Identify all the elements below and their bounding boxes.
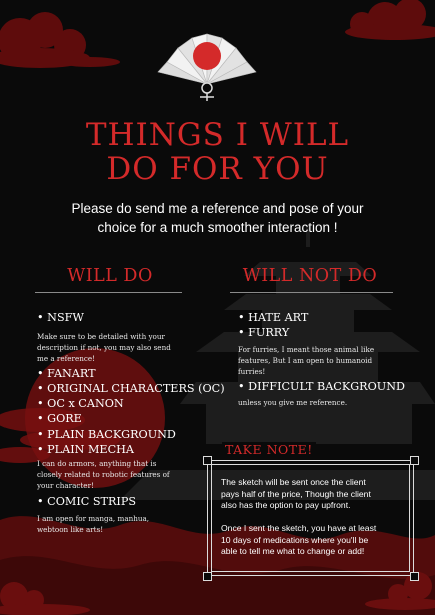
list-item-hate-art: • HATE ART: [238, 311, 309, 324]
mecha-note: [37, 458, 183, 491]
subtitle-line-1: Please do send me a reference and pose of your: [71, 201, 364, 216]
comic-note: [37, 513, 177, 535]
list-item-comic-strips: • COMIC STRIPS: [37, 495, 137, 508]
list-item-plain-background: • PLAIN BACKGROUND: [37, 428, 176, 441]
list-item-nsfw: • NSFW: [37, 311, 84, 324]
list-item-plain-mecha: • PLAIN MECHA: [37, 443, 134, 456]
will-do-heading: WILL DO: [67, 266, 153, 286]
background-note: [238, 397, 398, 408]
will-do-divider: [35, 292, 182, 293]
nsfw-note-line: description if not, you may also send: [37, 343, 171, 352]
mecha-note-line: closely related to robotic features of: [37, 470, 170, 479]
list-item-furry: • FURRY: [238, 326, 290, 339]
background-note-line: unless you give me reference.: [238, 398, 348, 407]
take-note-line: also has the option to pay upfront.: [221, 500, 351, 511]
take-note-heading: TAKE NOTE!: [222, 442, 316, 457]
will-not-do-heading: WILL NOT DO: [242, 266, 378, 286]
nsfw-note-line: me a reference!: [37, 354, 96, 363]
mecha-note-line: I can do armors, anything that is: [37, 459, 157, 468]
list-item-oc-canon: • OC x CANON: [37, 397, 124, 410]
will-not-do-divider: [230, 292, 393, 293]
take-note-line: pays half of the price, Though the client: [221, 488, 371, 499]
take-note-line: The sketch will be sent once the client: [221, 477, 366, 487]
subtitle-line-2: choice for a much smoother interaction !: [97, 220, 338, 235]
take-note-paragraph-1: [221, 477, 401, 512]
mecha-note-line: your character!: [37, 481, 94, 490]
take-note-line: able to tell me what to change or add!: [221, 546, 365, 557]
comic-note-line: I am open for manga, manhua,: [37, 514, 150, 523]
take-note-paragraph-2: [221, 523, 401, 558]
comic-note-line: webtoon like arts!: [37, 525, 104, 534]
corner-ornament: [203, 572, 212, 581]
list-item-oc: • ORIGINAL CHARACTERS (OC): [37, 382, 225, 395]
furry-note-line: features, But I am open to humanoid: [238, 356, 373, 365]
subtitle: [30, 199, 405, 237]
nsfw-note-line: Make sure to be detailed with your: [37, 332, 165, 341]
list-item-fanart: • FANART: [37, 367, 96, 380]
take-note-line: 10 days of medications where you'll be: [221, 534, 369, 545]
furry-note: [238, 344, 398, 377]
page-title: [0, 118, 435, 186]
corner-ornament: [203, 456, 212, 465]
furry-note-line: furries!: [238, 367, 266, 376]
corner-ornament: [410, 572, 419, 581]
take-note-line: Once I sent the sketch, you have at least: [221, 523, 377, 533]
nsfw-note: [37, 331, 185, 364]
corner-ornament: [410, 456, 419, 465]
list-item-gore: • GORE: [37, 412, 82, 425]
title-line-1: THINGS I WILL: [85, 117, 350, 153]
title-line-2: DO FOR YOU: [106, 151, 329, 187]
furry-note-line: For furries, I meant those animal like: [238, 345, 375, 354]
list-item-difficult-background: • DIFFICULT BACKGROUND: [238, 380, 405, 393]
